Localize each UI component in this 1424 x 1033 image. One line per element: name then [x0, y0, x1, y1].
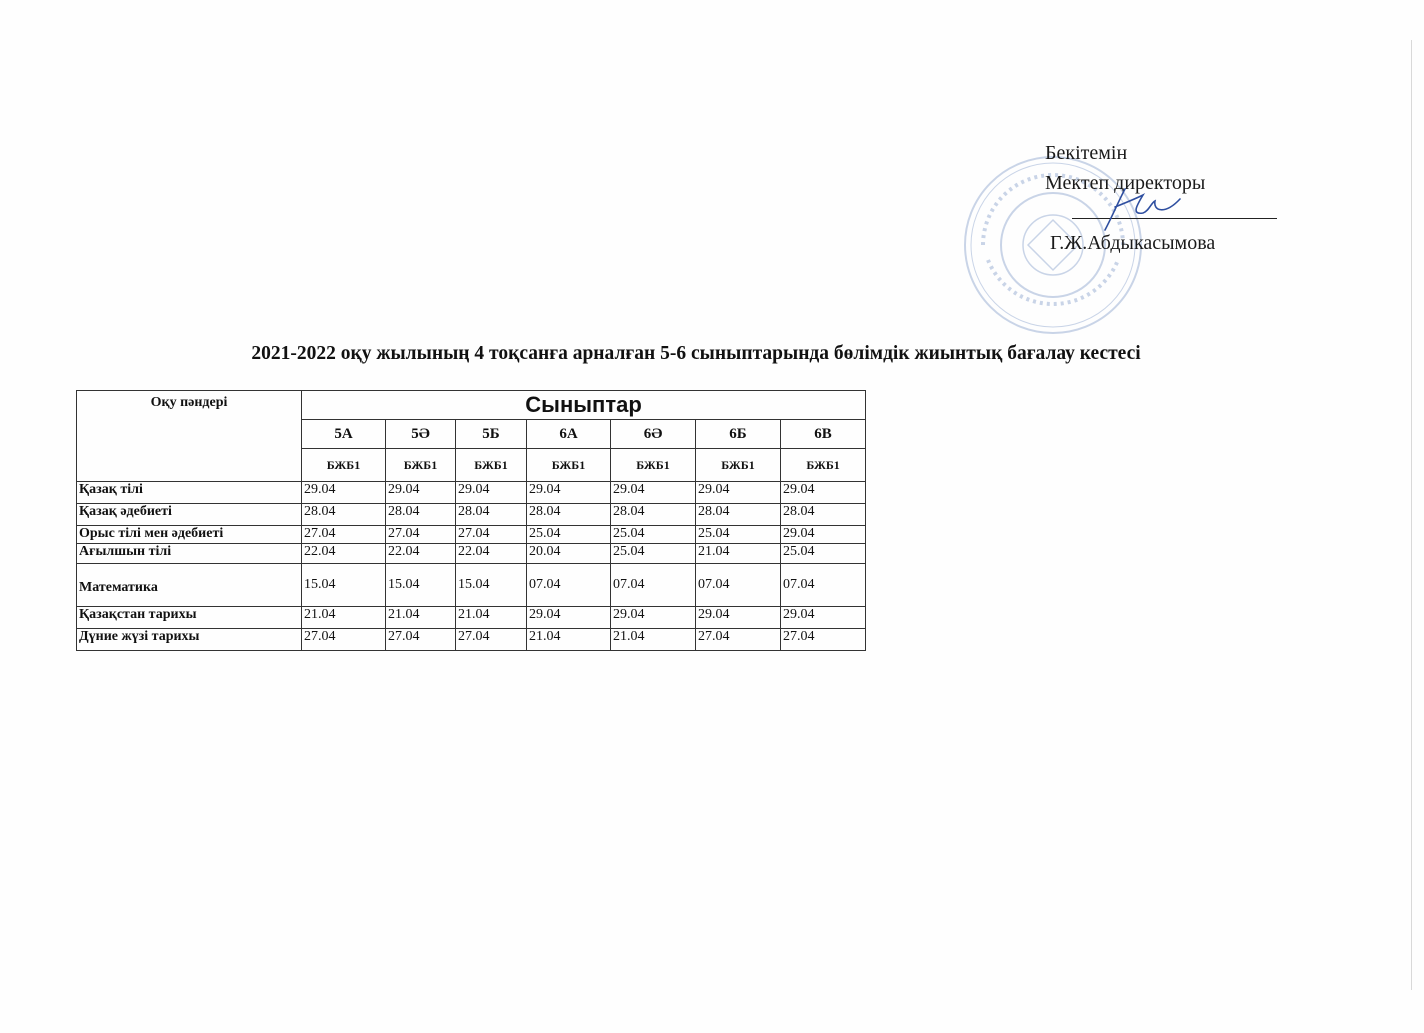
- date-cell: 22.04: [302, 544, 386, 564]
- date-cell: 21.04: [527, 629, 611, 651]
- document-title-text: 2021-2022 оқу жылының 4 тоқсанға арналған 5-6 сыныптарында бөлімдік жиынтық бағалау кестесі: [251, 343, 1141, 364]
- page-edge: [1411, 40, 1412, 990]
- table-row: [77, 629, 866, 651]
- date-cell: 28.04: [696, 504, 781, 526]
- date-cell: 27.04: [456, 629, 527, 651]
- date-cell: 29.04: [781, 526, 866, 544]
- date-cell: 20.04: [527, 544, 611, 564]
- date-cell: 21.04: [456, 607, 527, 629]
- assessment-header: БЖБ1: [386, 449, 456, 482]
- date-cell: 29.04: [696, 482, 781, 504]
- date-cell: 15.04: [456, 564, 527, 607]
- date-cell: 27.04: [456, 526, 527, 544]
- table-row: [77, 544, 866, 564]
- date-cell: 22.04: [386, 544, 456, 564]
- date-cell: 07.04: [696, 564, 781, 607]
- date-cell: 25.04: [611, 526, 696, 544]
- date-cell: 27.04: [386, 629, 456, 651]
- class-header: 6В: [781, 420, 866, 449]
- date-cell: 29.04: [781, 482, 866, 504]
- subject-cell: Дүние жүзі тарихы: [77, 629, 302, 651]
- subject-cell: Қазақ тілі: [77, 482, 302, 504]
- subject-cell: Ағылшын тілі: [77, 544, 302, 564]
- date-cell: 29.04: [386, 482, 456, 504]
- date-cell: 21.04: [696, 544, 781, 564]
- class-header: 5Б: [456, 420, 527, 449]
- table-row: [77, 564, 866, 607]
- date-cell: 21.04: [611, 629, 696, 651]
- date-cell: 29.04: [611, 482, 696, 504]
- assessment-schedule-table: [76, 390, 866, 651]
- signature-icon: [1085, 185, 1195, 235]
- assessment-header: БЖБ1: [456, 449, 527, 482]
- date-cell: 29.04: [527, 482, 611, 504]
- date-cell: 27.04: [386, 526, 456, 544]
- date-cell: 29.04: [611, 607, 696, 629]
- date-cell: 27.04: [696, 629, 781, 651]
- classes-header: Сыныптар: [302, 391, 866, 420]
- subject-cell: Математика: [77, 564, 302, 607]
- director-name: Г.Ж.Абдыкасымова: [1050, 232, 1216, 254]
- date-cell: 29.04: [696, 607, 781, 629]
- director-title: Мектеп директоры: [1045, 172, 1206, 194]
- approval-label: Бекітемін: [1045, 142, 1128, 164]
- subject-cell: Орыс тілі мен әдебиеті: [77, 526, 302, 544]
- date-cell: 25.04: [527, 526, 611, 544]
- date-cell: 29.04: [456, 482, 527, 504]
- date-cell: 25.04: [696, 526, 781, 544]
- date-cell: 28.04: [386, 504, 456, 526]
- table-row: [77, 607, 866, 629]
- date-cell: 07.04: [781, 564, 866, 607]
- date-cell: 27.04: [302, 629, 386, 651]
- assessment-header: БЖБ1: [611, 449, 696, 482]
- date-cell: 21.04: [302, 607, 386, 629]
- class-header: 6Б: [696, 420, 781, 449]
- table-row: [77, 526, 866, 544]
- date-cell: 29.04: [527, 607, 611, 629]
- date-cell: 25.04: [611, 544, 696, 564]
- date-cell: 28.04: [456, 504, 527, 526]
- date-cell: 29.04: [781, 607, 866, 629]
- date-cell: 07.04: [527, 564, 611, 607]
- date-cell: 07.04: [611, 564, 696, 607]
- assessment-header: БЖБ1: [527, 449, 611, 482]
- date-cell: 27.04: [302, 526, 386, 544]
- date-cell: 25.04: [781, 544, 866, 564]
- date-cell: 28.04: [527, 504, 611, 526]
- date-cell: 28.04: [611, 504, 696, 526]
- assessment-header: БЖБ1: [781, 449, 866, 482]
- subject-cell: Қазақстан тарихы: [77, 607, 302, 629]
- class-header: 6А: [527, 420, 611, 449]
- class-header: 6Ә: [611, 420, 696, 449]
- class-header: 5А: [302, 420, 386, 449]
- assessment-header: БЖБ1: [696, 449, 781, 482]
- date-cell: 21.04: [386, 607, 456, 629]
- subject-cell: Қазақ әдебиеті: [77, 504, 302, 526]
- date-cell: 15.04: [302, 564, 386, 607]
- class-header: 5Ә: [386, 420, 456, 449]
- table-row: [77, 482, 866, 504]
- assessment-header: БЖБ1: [302, 449, 386, 482]
- document-title: [0, 343, 1424, 365]
- date-cell: 28.04: [302, 504, 386, 526]
- date-cell: 27.04: [781, 629, 866, 651]
- subjects-header: Оқу пәндері: [77, 391, 302, 482]
- date-cell: 22.04: [456, 544, 527, 564]
- date-cell: 15.04: [386, 564, 456, 607]
- date-cell: 28.04: [781, 504, 866, 526]
- table-row: [77, 504, 866, 526]
- date-cell: 29.04: [302, 482, 386, 504]
